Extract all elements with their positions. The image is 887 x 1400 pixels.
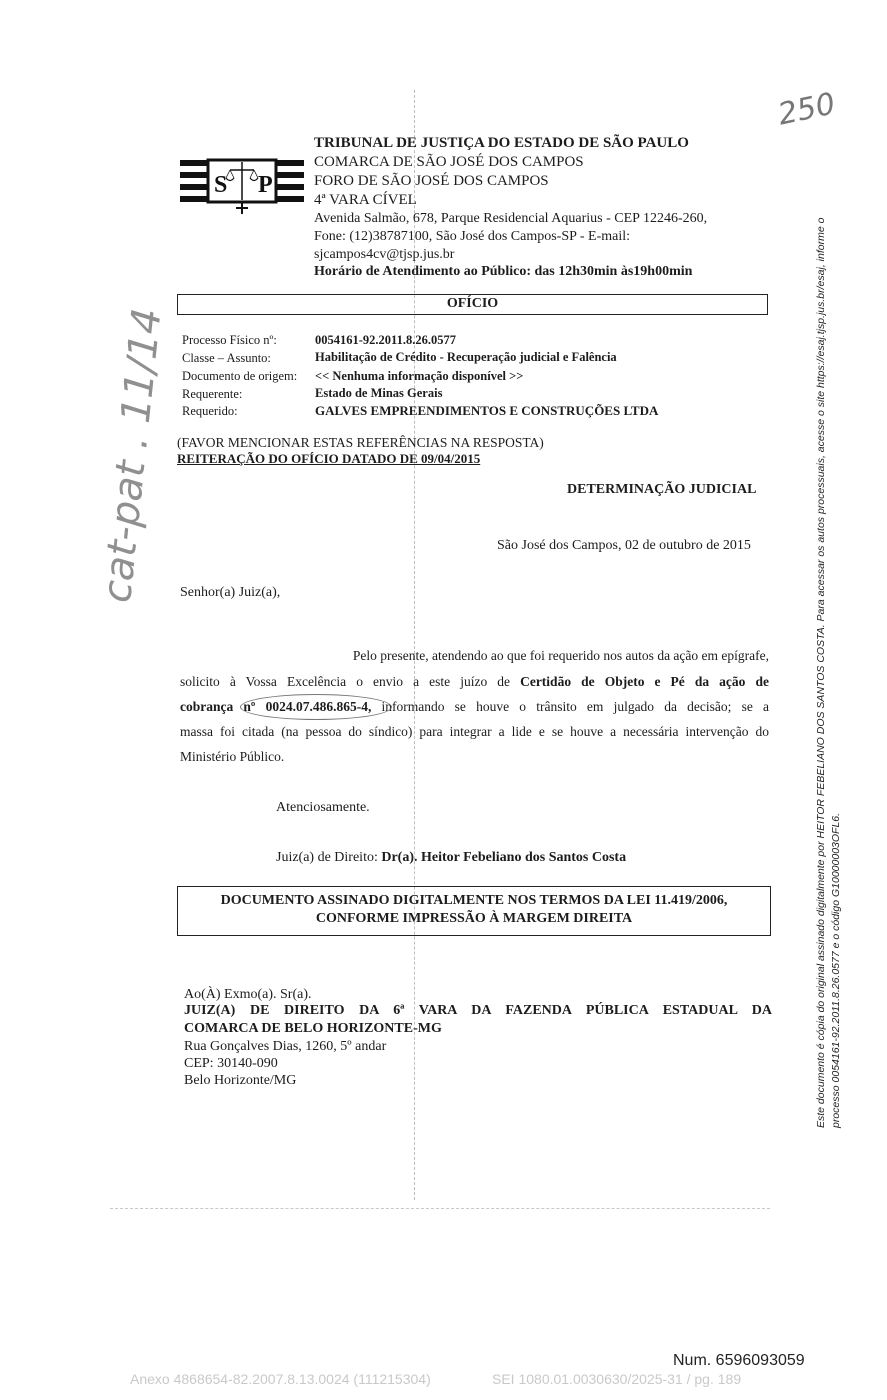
recipient-line-1: JUIZ(A) DE DIREITO DA 6ª VARA DA FAZENDA PÚBLICA ESTADUAL DA xyxy=(184,1003,772,1018)
recipient-street: Rua Gonçalves Dias, 1260, 5º andar xyxy=(184,1039,387,1054)
signature-line xyxy=(276,850,626,866)
margin-certification-line-1: Este documento é cópia do original assinado digitalmente por HEITOR FEBELIANO DOS SANTOS COSTA. Para acessar os autos processuais, acesse o site https://esaj.tjsp.jus.br/esaj, informe o xyxy=(815,217,827,1128)
ref-label-requerente: Requerente: xyxy=(182,387,243,401)
court-seal-graphic xyxy=(178,148,306,222)
scan-edge-line xyxy=(110,1208,770,1209)
judge-name: Dr(a). Heitor Febeliano dos Santos Costa xyxy=(381,850,627,865)
handwritten-oval-mark xyxy=(240,694,392,720)
handwritten-page-number: 250 xyxy=(774,86,839,133)
ref-label-requerido: Requerido: xyxy=(182,404,238,418)
ref-label-processo: Processo Físico nº: xyxy=(182,333,277,347)
sei-reference: SEI 1080.01.0030630/2025-31 / pg. 189 xyxy=(492,1371,742,1387)
body-line-3-text: informando se houve o trânsito em julgado da decisão; se a xyxy=(371,699,769,714)
court-name: TRIBUNAL DE JUSTIÇA DO ESTADO DE SÃO PAULO xyxy=(314,135,689,151)
body-line-5: Ministério Público. xyxy=(180,749,285,764)
recipient-cep: CEP: 30140-090 xyxy=(184,1056,278,1071)
ref-value-requerido: GALVES EMPREENDIMENTOS E CONSTRUÇÕES LTDA xyxy=(315,403,659,418)
date-line: São José dos Campos, 02 de outubro de 2015 xyxy=(497,538,751,553)
reiteration-note: REITERAÇÃO DO OFÍCIO DATADO DE 09/04/2015 xyxy=(177,451,481,466)
doc-type-title: OFÍCIO xyxy=(446,296,499,311)
digital-signature-line-1: DOCUMENTO ASSINADO DIGITALMENTE NOS TERMOS DA LEI 11.419/2006, xyxy=(220,893,728,908)
document-number: Num. 6596093059 xyxy=(673,1352,805,1369)
ref-value-requerente: Estado de Minas Gerais xyxy=(315,386,443,400)
email-line: sjcampos4cv@tjsp.jus.br xyxy=(314,247,455,262)
body-line-4: massa foi citada (na pessoa do síndico) para integrar a lide e se houve a necessária intervenção do xyxy=(180,724,769,739)
margin-certification-line-2: processo 0054161-92.2011.8.26.0577 e o código G10000003OFL6. xyxy=(830,812,842,1128)
office-hours: Horário de Atendimento ao Público: das 12h30min às19h00min xyxy=(314,264,693,279)
ref-label-classe: Classe – Assunto: xyxy=(182,351,271,365)
foro-line: FORO DE SÃO JOSÉ DOS CAMPOS xyxy=(314,173,549,189)
signature-prefix: Juiz(a) de Direito: xyxy=(276,850,382,865)
body-line-2-text: solicito à Vossa Excelência o envio a este juízo de xyxy=(180,674,521,689)
certificate-request: Certidão de Objeto e Pé da ação de xyxy=(520,674,769,689)
ref-label-origem: Documento de origem: xyxy=(182,369,298,383)
vara-line: 4ª VARA CÍVEL xyxy=(314,192,417,208)
digital-signature-line-2: CONFORME IMPRESSÃO À MARGEM DIREITA xyxy=(315,911,633,926)
annex-reference: Anexo 4868654-82.2007.8.13.0024 (111215304) xyxy=(130,1371,431,1387)
handwritten-margin-note: cat-pat . 11/14 xyxy=(94,305,171,605)
recipient-to: Ao(À) Exmo(a). Sr(a). xyxy=(184,987,312,1002)
svg-text:P: P xyxy=(258,172,273,198)
recipient-line-2: COMARCA DE BELO HORIZONTE-MG xyxy=(184,1021,442,1036)
ref-value-classe: Habilitação de Crédito - Recuperação judicial e Falência xyxy=(315,350,617,364)
body-line-2 xyxy=(180,674,769,690)
recipient-city: Belo Horizonte/MG xyxy=(184,1073,297,1088)
determination-heading: DETERMINAÇÃO JUDICIAL xyxy=(567,482,757,497)
salutation: Senhor(a) Juiz(a), xyxy=(180,585,281,600)
closing: Atenciosamente. xyxy=(276,800,370,815)
phone-line: Fone: (12)38787100, São José dos Campos-SP - E-mail: xyxy=(314,229,631,244)
address-line: Avenida Salmão, 678, Parque Residencial Aquarius - CEP 12246-260, xyxy=(314,211,708,226)
mention-note: (FAVOR MENCIONAR ESTAS REFERÊNCIAS NA RESPOSTA) xyxy=(177,435,544,450)
body-line-1: Pelo presente, atendendo ao que foi requerido nos autos da ação em epígrafe, xyxy=(352,648,769,663)
case-number-reference: cobrança nº 0024.07.486.865-4, xyxy=(180,699,372,714)
svg-text:S: S xyxy=(214,172,228,198)
ref-value-origem: << Nenhuma informação disponível >> xyxy=(315,369,524,383)
ref-value-processo: 0054161-92.2011.8.26.0577 xyxy=(315,333,456,347)
court-seal-logo xyxy=(178,148,306,222)
comarca-line: COMARCA DE SÃO JOSÉ DOS CAMPOS xyxy=(314,154,584,170)
